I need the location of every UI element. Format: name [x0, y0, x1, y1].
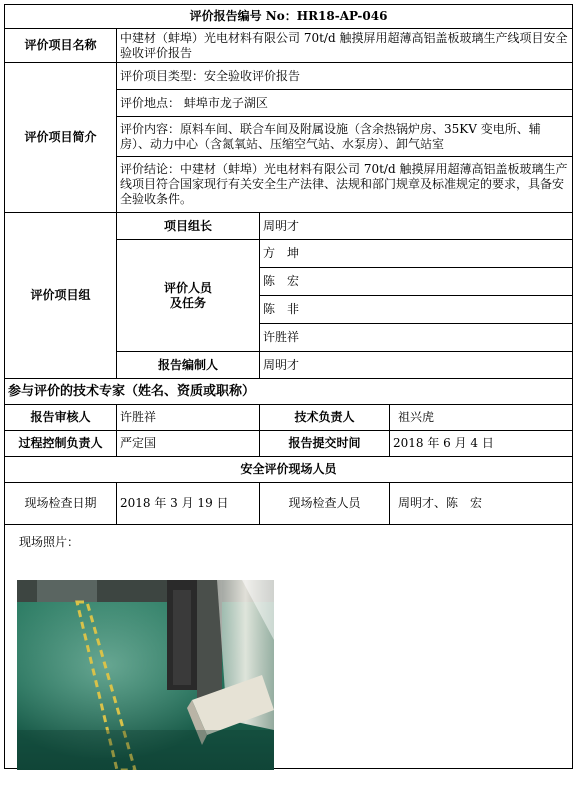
site-date-label: 现场检查日期 — [5, 483, 117, 525]
member-2: 陈 宏 — [260, 268, 573, 296]
photo-label: 现场照片： — [19, 535, 80, 549]
project-name: 中建材（蚌埠）光电材料有限公司 70t/d 触摸屏用超薄高铝盖板玻璃生产线项目安全验收评价报告 — [117, 29, 573, 63]
tech-lead-value: 祖兴虎 — [390, 405, 573, 431]
summary-type: 评价项目类型：安全验收评价报告 — [117, 63, 573, 90]
summary-content: 评价内容：原料车间、联合车间及附属设施（含余热锅炉房、35KV 变电所、辅房）、动力中心（含氮氧站、压缩空气站、水泵房）、卸气站室 — [117, 117, 573, 157]
leader-label: 项目组长 — [117, 213, 260, 240]
project-name-label: 评价项目名称 — [5, 29, 117, 63]
members-label: 评价人员 及任务 — [117, 240, 260, 352]
reviewer-value: 许胜祥 — [117, 405, 260, 431]
submit-date-value: 2018 年 6 月 4 日 — [390, 431, 573, 457]
site-people-value: 周明才、陈 宏 — [390, 483, 573, 525]
summary-location: 评价地点： 蚌埠市龙子湖区 — [117, 90, 573, 117]
leader-value: 周明才 — [260, 213, 573, 240]
editor-label: 报告编制人 — [117, 352, 260, 379]
report-number: 评价报告编号 No：HR18-AP-046 — [5, 5, 573, 29]
site-people-label: 现场检查人员 — [260, 483, 390, 525]
tech-lead-label: 技术负责人 — [260, 405, 390, 431]
site-section-title: 安全评价现场人员 — [5, 457, 573, 483]
member-4: 许胜祥 — [260, 324, 573, 352]
team-label: 评价项目组 — [5, 213, 117, 379]
summary-label: 评价项目简介 — [5, 63, 117, 213]
member-1: 方 坤 — [260, 240, 573, 268]
member-3: 陈 非 — [260, 296, 573, 324]
experts-label: 参与评价的技术专家（姓名、资质或职称） — [5, 379, 573, 405]
reviewer-label: 报告审核人 — [5, 405, 117, 431]
site-date-value: 2018 年 3 月 19 日 — [117, 483, 260, 525]
summary-conclusion: 评价结论：中建材（蚌埠）光电材料有限公司 70t/d 触摸屏用超薄高铝盖板玻璃生产线项目符合国家现行有关安全生产法律、法规和部门规章及标准规定的要求，具备安全验收条件。 — [117, 157, 573, 213]
process-lead-label: 过程控制负责人 — [5, 431, 117, 457]
submit-date-label: 报告提交时间 — [260, 431, 390, 457]
process-lead-value: 严定国 — [117, 431, 260, 457]
site-photo — [17, 580, 274, 770]
editor-value: 周明才 — [260, 352, 573, 379]
